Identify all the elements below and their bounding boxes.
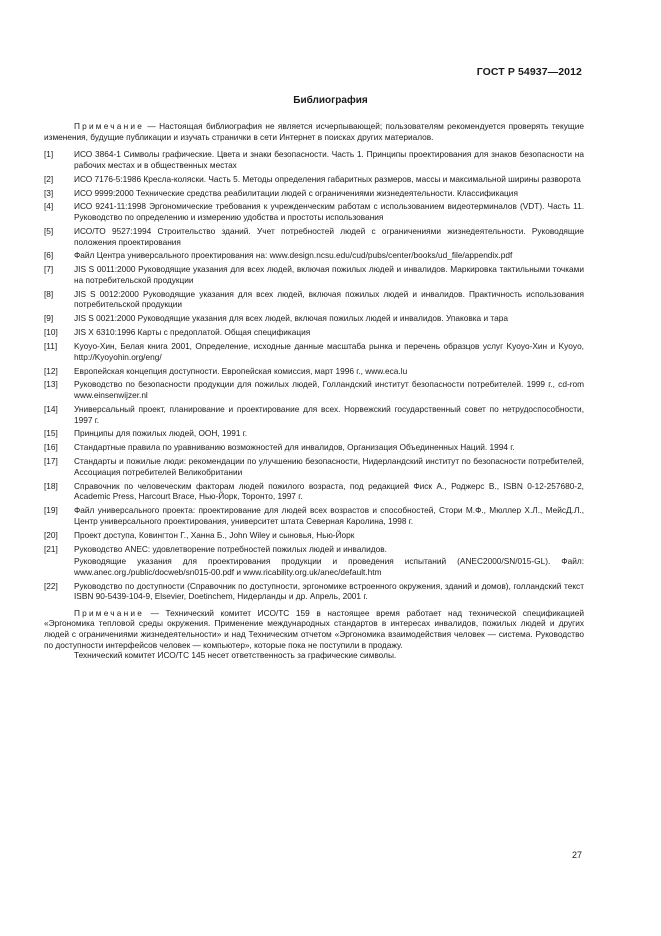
bibliography-item-number: [9] (44, 313, 54, 324)
bibliography-item-text: ИСО 7176-5:1986 Кресла-коляски. Часть 5. Методы определения габаритных размеров, массы и максимальной ширины разворота (74, 173, 581, 184)
bibliography-item-body (74, 174, 584, 185)
bibliography-item-text: Руководство ANEC: удовлетворение потребностей пожилых людей и инвалидов. (74, 543, 387, 554)
bibliography-item-number: [16] (44, 442, 58, 453)
bibliography-item-number: [13] (44, 379, 58, 390)
bibliography-item-text: Руководство по доступности (Справочник по доступности, эргономике встроенного окружения, зданий и домов), голландский текст ISBN 90-5439-104-9, Elsevier, Doetinchem, Нидерланды и др. Апрель, 2001 г. (74, 580, 584, 602)
bibliography-item-text: Файл Центра универсального проектирования на: www.design.ncsu.edu/cud/pubs/center/books/ud_file/appendix.pdf (74, 250, 513, 261)
bibliography-item-number: [19] (44, 505, 58, 516)
bibliography-item-body (74, 428, 584, 439)
bibliography-item (44, 456, 584, 477)
bibliography-item (44, 481, 584, 502)
standard-code: ГОСТ Р 54937—2012 (476, 66, 582, 78)
bibliography-item-text: ИСО 9999:2000 Технические средства реабилитации людей с ограничениями жизнедеятельности. Классификация (74, 187, 518, 198)
bibliography-item-body (74, 456, 584, 477)
bibliography-item-number: [17] (44, 456, 58, 467)
note-bottom-paragraph (44, 608, 584, 650)
bibliography-item-text: JIS S 0021:2000 Руководящие указания для всех людей, включая пожилых людей и инвалидов. Упаковка и тара (74, 313, 508, 324)
bibliography-item (44, 250, 584, 261)
bibliography-item-body (74, 505, 584, 526)
document-body (44, 121, 584, 661)
bibliography-item-body (74, 379, 584, 400)
bibliography-item-body (74, 442, 584, 453)
bibliography-item (44, 341, 584, 362)
bibliography-item (44, 201, 584, 222)
bibliography-item-number: [7] (44, 264, 54, 275)
bibliography-item-text: JIS S 0012:2000 Руководящие указания для всех людей, включая пожилых людей и инвалидов. Практичность использования потребительской продукции (74, 288, 584, 310)
bibliography-item (44, 188, 584, 199)
bibliography-item-text: ИСО 3864-1 Символы графические. Цвета и знаки безопасности. Часть 1. Принципы проектирования для знаков безопасности на рабочих местах и в общественных местах (74, 149, 584, 170)
note-label: Примечание (74, 121, 145, 131)
bibliography-list (44, 149, 584, 602)
bibliography-item (44, 226, 584, 247)
bibliography-item-text: Kyoyo-Хин, Белая книга 2001, Определение, исходные данные масштаба рынка и перечень образцов услуг Kyoyo-Хин и Kyoyo, http://Kyoyohin.org/eng/ (74, 341, 584, 362)
bibliography-item-text: Руководство по безопасности продукции для пожилых людей, Голландский институт безопасности потребителей. 1999 г., cd-rom www.einsenwijzer.nl (74, 379, 584, 401)
bibliography-item (44, 544, 584, 578)
bibliography-item-number: [4] (44, 201, 54, 212)
bibliography-item-text: JIS X 6310:1996 Карты с предоплатой. Общая спецификация (74, 327, 311, 338)
bibliography-item (44, 366, 584, 377)
note-top (44, 121, 584, 142)
note-text: — Технический комитет ИСО/ТС 159 в настоящее время работает над технической спецификацией «Эргономика тепловой среды окружения. Применение международных стандартов в интересах инвалидов, пожилых людей и других людей с ограничениями жизнедеятельности» и над Техническим отчетом «Эргономика взаимодействия человек — система. Руководство по доступности интерфейсов человек — компьютер», которые пока не поступили в продажу. (44, 607, 584, 650)
bibliography-item (44, 264, 584, 285)
bibliography-item-number: [14] (44, 403, 58, 414)
note-text: — Настоящая библиография не является исчерпывающей; пользователям рекомендуется проверять текущие изменения, будущие публикации и изучать странички в сети Интернет в поисках других материалов. (44, 121, 584, 142)
bibliography-item-body (74, 404, 584, 425)
bibliography-item-number: [18] (44, 480, 58, 491)
bibliography-item (44, 505, 584, 526)
bibliography-item-body (74, 327, 584, 338)
bibliography-item-body (74, 250, 584, 261)
bibliography-item-body (74, 341, 584, 362)
bibliography-item-text: Универсальный проект, планирование и проектирование для всех. Норвежский государственный совет по нетрудоспособности, 1997 г. (74, 403, 584, 425)
bibliography-item-number: [11] (44, 341, 58, 352)
bibliography-item-number: [21] (44, 543, 58, 554)
note-bottom-extra: Технический комитет ИСО/ТС 145 несет ответственность за графические символы. (74, 650, 397, 661)
bibliography-item-text: Стандарты и пожилые люди: рекомендации по улучшению безопасности, Нидерландский институт по безопасности потребителей, Ассоциация потребителей Великобритании (74, 456, 584, 477)
bibliography-item-number: [15] (44, 428, 58, 439)
bibliography-item (44, 174, 584, 185)
bibliography-item-number: [12] (44, 365, 58, 376)
bibliography-item (44, 327, 584, 338)
bibliography-item-body (74, 264, 584, 285)
bibliography-item-text: Проект доступа, Ковингтон Г., Ханна Б., John Wiley и сыновья, Нью-Йорк (74, 529, 355, 540)
bibliography-item (44, 289, 584, 310)
page-title: Библиография (293, 95, 368, 106)
bibliography-item-number: [22] (44, 580, 58, 591)
bibliography-item-text: JIS S 0011:2000 Руководящие указания для всех людей, включая пожилых людей и инвалидов. Маркировка тактильными точками на потребительской продукции (74, 264, 584, 285)
bibliography-item-text: Принципы для пожилых людей, ООН, 1991 г. (74, 428, 248, 439)
bibliography-item-body (74, 226, 584, 247)
page-number: 27 (571, 850, 582, 860)
bibliography-item-extra: Руководящие указания для проектирования продукции и проведения испытаний (ANEC2000/SN/015-GL). Файл: www.anec.org./public/docweb/sn015-00.pdf и www.ricability.org.uk/anec/default.htm (74, 556, 584, 577)
bibliography-item-body (74, 530, 584, 541)
bibliography-item-number: [1] (44, 149, 54, 160)
bibliography-item-number: [6] (44, 250, 54, 261)
bibliography-item-text: Стандартные правила по уравниванию возможностей для инвалидов, Организация Объединенных Наций. 1994 г. (74, 442, 515, 453)
bibliography-item-number: [20] (44, 529, 58, 540)
bibliography-item-text: ИСО/ТО 9527:1994 Строительство зданий. Учет потребностей людей с ограничениями жизнедеятельности. Руководящие положения проектирования (74, 225, 584, 247)
bibliography-item-body (74, 366, 584, 377)
bibliography-item-body (74, 149, 584, 170)
bibliography-item (44, 581, 584, 602)
bibliography-item (44, 530, 584, 541)
bibliography-item-number: [3] (44, 187, 54, 198)
bibliography-item (44, 428, 584, 439)
bibliography-item-text: Справочник по человеческим факторам людей пожилого возраста, под редакцией Фиск А., Роджерс В., ISBN 0-12-257680-2, Academic Press, Harcourt Brace, Нью-Йорк, Торонто, 1997 г. (74, 480, 584, 502)
bibliography-item-number: [2] (44, 173, 54, 184)
bibliography-item (44, 404, 584, 425)
bibliography-item (44, 442, 584, 453)
note-label: Примечание (74, 607, 145, 618)
bibliography-item-text: Файл универсального проекта: проектирование для людей всех возрастов и способностей, Стори М.Ф., Мюллер Х.Л., МейсД.Л., Центр универсального проектирования, университет штата Северная Каролина, 1998 г. (74, 505, 584, 526)
bibliography-item-text: ИСО 9241-11:1998 Эргономические требования к учрежденческим работам с использованием видеотерминалов (VDT). Часть 11. Руководство по определению и измерению удобства и простоты использования (74, 201, 584, 223)
bibliography-item-body (74, 289, 584, 310)
bibliography-item-body (74, 201, 584, 222)
bibliography-item-body (74, 581, 584, 602)
bibliography-item-body (74, 481, 584, 502)
bibliography-item (44, 149, 584, 170)
bibliography-item-number: [8] (44, 288, 54, 299)
bibliography-item-number: [10] (44, 327, 58, 338)
bibliography-item-body (74, 188, 584, 199)
bibliography-item-number: [5] (44, 225, 54, 236)
bibliography-item-text: Европейская концепция доступности. Европейская комиссия, март 1996 г., www.eca.lu (74, 365, 408, 376)
bibliography-item (44, 379, 584, 400)
bibliography-item-body (74, 313, 584, 324)
bibliography-item (44, 313, 584, 324)
note-bottom (44, 608, 584, 661)
bibliography-item-body (74, 544, 584, 578)
